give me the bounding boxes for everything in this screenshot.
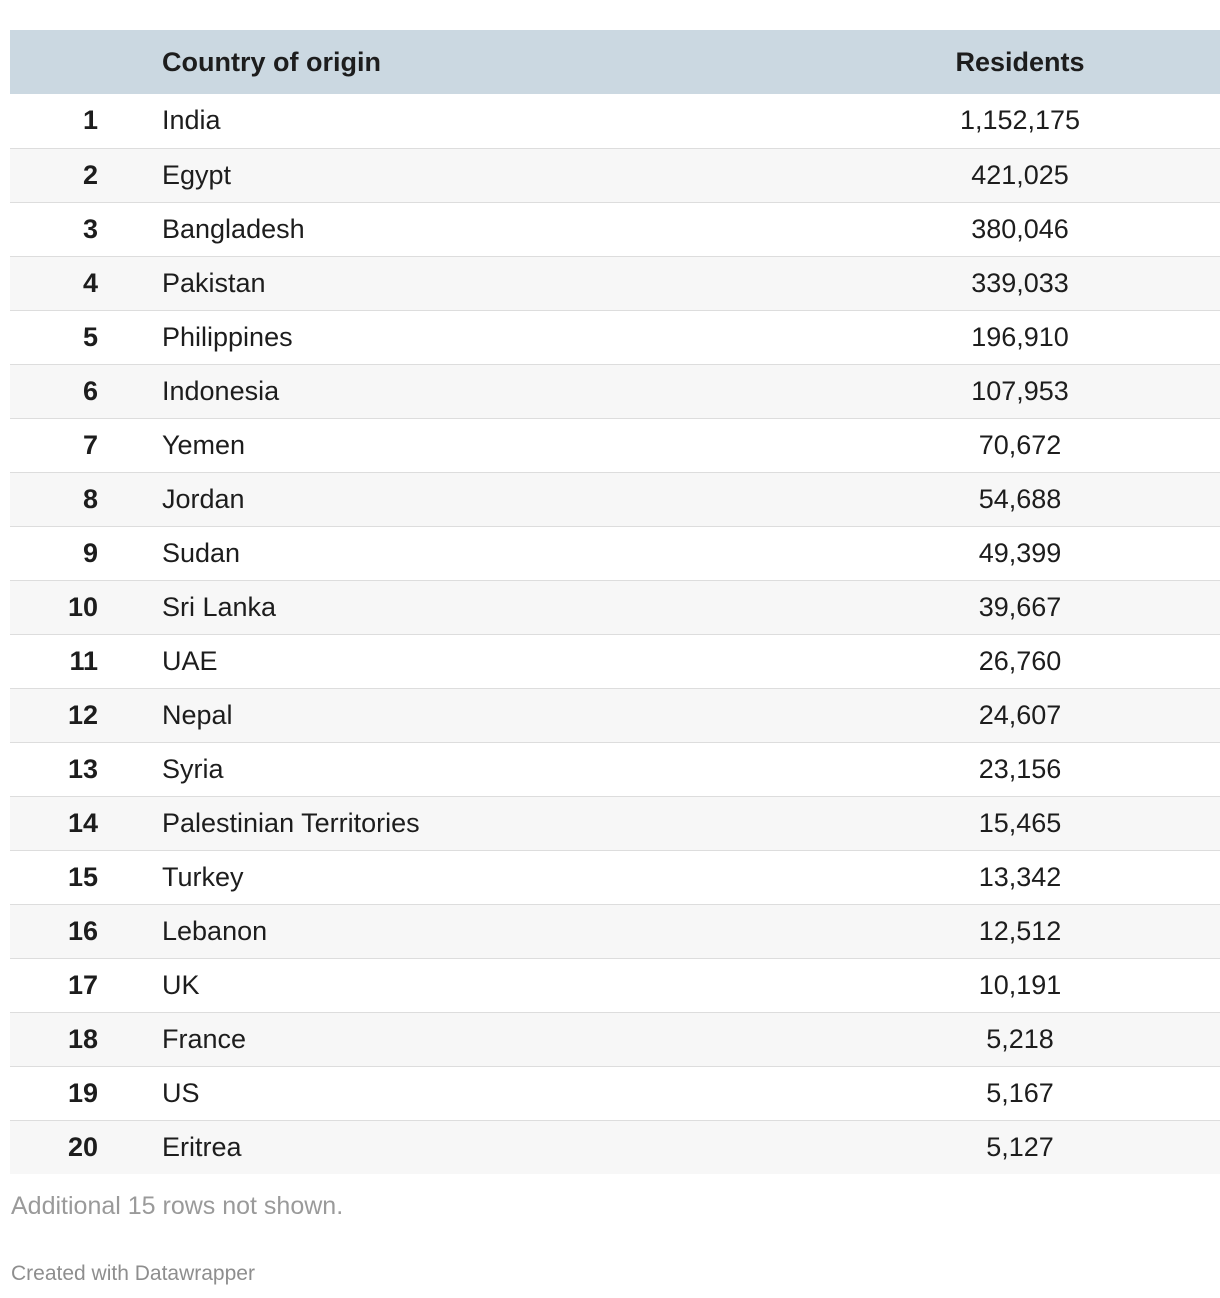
- rank-cell: 17: [10, 958, 150, 1012]
- country-cell: Nepal: [150, 688, 742, 742]
- country-cell: India: [162, 105, 221, 136]
- country-cell: US: [150, 1066, 742, 1120]
- table-row: [10, 796, 1220, 850]
- rank-cell: 7: [10, 418, 150, 472]
- table-row: [10, 472, 1220, 526]
- rank-cell: 13: [10, 742, 150, 796]
- residents-cell: 70,672: [742, 418, 1220, 472]
- table-row: [10, 850, 1220, 904]
- data-table-container: [10, 30, 1210, 1174]
- table-row: [10, 634, 1220, 688]
- residents-cell: 1,152,175: [959, 105, 1081, 136]
- rank-cell: 5: [10, 310, 150, 364]
- table-body: [10, 94, 1220, 1174]
- table-row: [10, 418, 1220, 472]
- country-cell: France: [150, 1012, 742, 1066]
- table-row: [10, 1012, 1220, 1066]
- table-row: [10, 310, 1220, 364]
- country-cell: Jordan: [150, 472, 742, 526]
- header-row: [10, 30, 1220, 94]
- country-cell: Egypt: [150, 148, 742, 202]
- residents-cell: 15,465: [742, 796, 1220, 850]
- table-row: [10, 148, 1220, 202]
- country-cell: Eritrea: [150, 1120, 742, 1174]
- table-row: [10, 1066, 1220, 1120]
- table-header: [10, 30, 1220, 94]
- residents-cell: 39,667: [742, 580, 1220, 634]
- header-country: Country of origin: [162, 46, 381, 77]
- residents-cell: 107,953: [742, 364, 1220, 418]
- table-row: [10, 904, 1220, 958]
- country-cell: Philippines: [150, 310, 742, 364]
- table-row: [10, 742, 1220, 796]
- rank-cell: 3: [10, 202, 150, 256]
- table-row: [10, 526, 1220, 580]
- residents-cell: 10,191: [742, 958, 1220, 1012]
- residents-cell: 26,760: [742, 634, 1220, 688]
- residents-cell: 5,127: [742, 1120, 1220, 1174]
- rank-cell: 15: [10, 850, 150, 904]
- country-cell: Palestinian Territories: [150, 796, 742, 850]
- rank-cell: 12: [10, 688, 150, 742]
- header-rank: [10, 30, 150, 94]
- table-row: [10, 256, 1220, 310]
- rank-cell: 14: [10, 796, 150, 850]
- residents-cell: 24,607: [742, 688, 1220, 742]
- residents-cell: 339,033: [742, 256, 1220, 310]
- residents-cell: 13,342: [742, 850, 1220, 904]
- table-row: [10, 688, 1220, 742]
- residents-table: [10, 30, 1220, 1174]
- rank-cell: 6: [10, 364, 150, 418]
- rank-cell: 18: [10, 1012, 150, 1066]
- table-row: [10, 202, 1220, 256]
- rank-cell: 4: [10, 256, 150, 310]
- residents-cell: 196,910: [742, 310, 1220, 364]
- country-cell: Indonesia: [150, 364, 742, 418]
- residents-cell: 23,156: [742, 742, 1220, 796]
- rank-cell: 8: [10, 472, 150, 526]
- table-row: [10, 1120, 1220, 1174]
- country-cell: UK: [150, 958, 742, 1012]
- country-cell: UAE: [150, 634, 742, 688]
- country-cell: Sri Lanka: [150, 580, 742, 634]
- table-row: [10, 580, 1220, 634]
- rank-cell: 1: [82, 105, 98, 136]
- country-cell: Pakistan: [150, 256, 742, 310]
- residents-cell: 54,688: [742, 472, 1220, 526]
- residents-cell: 421,025: [742, 148, 1220, 202]
- table-row: [10, 364, 1220, 418]
- rank-cell: 20: [10, 1120, 150, 1174]
- residents-cell: 5,167: [742, 1066, 1220, 1120]
- country-cell: Bangladesh: [150, 202, 742, 256]
- residents-cell: 49,399: [742, 526, 1220, 580]
- rank-cell: 11: [10, 634, 150, 688]
- table-row: [10, 958, 1220, 1012]
- residents-cell: 380,046: [742, 202, 1220, 256]
- table-notes: Additional 15 rows not shown.: [11, 1192, 344, 1220]
- country-cell: Syria: [150, 742, 742, 796]
- rank-cell: 19: [10, 1066, 150, 1120]
- residents-cell: 5,218: [742, 1012, 1220, 1066]
- country-cell: Turkey: [150, 850, 742, 904]
- datawrapper-credit[interactable]: Created with Datawrapper: [11, 1262, 255, 1285]
- rank-cell: 16: [10, 904, 150, 958]
- country-cell: Lebanon: [150, 904, 742, 958]
- rank-cell: 10: [10, 580, 150, 634]
- header-residents: Residents: [955, 46, 1085, 77]
- residents-cell: 12,512: [742, 904, 1220, 958]
- rank-cell: 9: [10, 526, 150, 580]
- country-cell: Yemen: [150, 418, 742, 472]
- country-cell: Sudan: [150, 526, 742, 580]
- rank-cell: 2: [10, 148, 150, 202]
- table-row: [10, 94, 1220, 148]
